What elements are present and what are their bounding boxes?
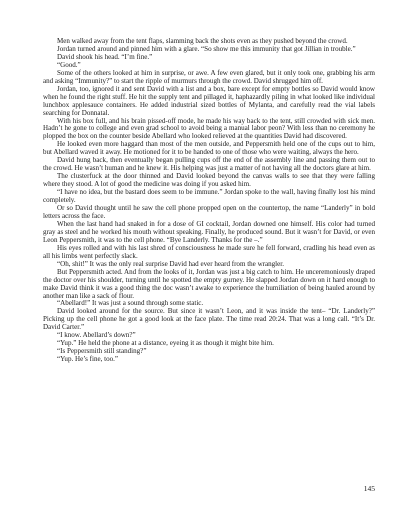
paragraph: “Good.”	[57, 60, 81, 69]
paragraph: He looked even more haggard than most of the men outside, and Peppersmith held one of the cups out to him, but Abellard waved it away. He motioned for it to be handed to one of those who were waiting, always the hero.	[43, 140, 375, 157]
paragraph: Jordan turned around and pinned him with a glare. “So show me this immunity that got Jillian in trouble.”	[57, 44, 356, 53]
paragraph: “I know. Abellard’s down?”	[57, 331, 136, 340]
paragraph: His eyes rolled and with his last shred of consciousness he made sure he fell forward, cradling his head even as all his limbs went perfectly slack.	[43, 243, 375, 260]
paragraph: “Is Peppersmith still standing?”	[57, 347, 147, 356]
paragraph: “Yup. He’s fine, too.”	[57, 355, 119, 364]
paragraph: “Abellard!” It was just a sound through some static.	[57, 299, 204, 308]
paragraph: But Peppersmith acted. And from the looks of it, Jordan was just a big catch to him. He unceremoniously draped the doctor over his shoulder, turning until he spotted the empty gurney. He slapped Jordan down on it hard enough to make David think it was a good thing the doc wasn’t awake to experience the humiliation of being hauled around by another man like a sack of flour.	[43, 267, 375, 300]
paragraph: “Yup.” He held the phone at a distance, eyeing it as though it might bite him.	[57, 339, 274, 348]
paragraph: With his box full, and his brain pissed-off mode, he made his way back to the tent, still crowded with sick men. Hadn’t he gone to college and even grad school to avoid being a manual labor peon? With less than no ceremony he plopped the box on the counter beside Abellard who looked relieved at the quantities David had discovered.	[43, 116, 375, 141]
paragraph: “Oh, shit!” It was the only real surprise David had ever heard from the wrangler.	[57, 259, 284, 268]
page-number: 145	[363, 484, 375, 493]
paragraph: The clusterfuck at the door thinned and David looked beyond the canvas walls to see that they were falling where they stood. A lot of good the medicine was doing if you asked him.	[43, 172, 375, 189]
paragraph: Jordan, too, ignored it and sent David with a list and a box, bare except for empty bottles so David would know when he found the right stuff. He hit the supply tent and pillaged it, haphazardly piling in what looked like individual lunchbox applesauce containers. He added industrial sized bottles of Mylanta, and carefully read the vial labels searching for Donnatal.	[43, 84, 375, 117]
paragraph: When the last hand had snaked in for a dose of GI cocktail, Jordan downed one himself. His color had turned gray as steel and he worked his mouth without speaking. Finally, he produced sound. But it wasn’t for David, or even Leon Peppersmith, it was to the cell phone. “Bye Landerly. Thanks for the –.”	[43, 219, 375, 244]
paragraph: Men walked away from the tent flaps, slamming back the shots even as they pushed beyond the crowd.	[57, 37, 348, 45]
paragraph: David looked around for the source. But since it wasn’t Leon, and it was inside the tent– “Dr. Landerly?” Picking up the cell phone he got a good look at the face plate. The time read 20:24. That was a long call. “It’s Dr. David Carter.”	[43, 307, 375, 332]
paragraph: “I have no idea, but the bastard does seem to be immune.” Jordan spoke to the wall, having finally lost his mind completely.	[43, 188, 375, 205]
paragraph: Or so David thought until he saw the cell phone propped open on the countertop, the name “Landerly” in bold letters across the face.	[43, 204, 375, 220]
page-body	[43, 38, 375, 364]
paragraph: Some of the others looked at him in surprise, or awe. A few even glared, but it only took one, grabbing his arm and asking “Immunity?” to start the ripple of murmurs through the crowd. David shrugged him off.	[43, 68, 375, 85]
paragraph: David shook his head. “I’m fine.”	[57, 52, 153, 61]
paragraph: David hung back, then eventually began pulling cups off the end of the assembly line and passing them out to the crowd. He wasn’t human and he knew it. His helping was just a matter of not having all the doctors glare at him.	[43, 156, 375, 173]
